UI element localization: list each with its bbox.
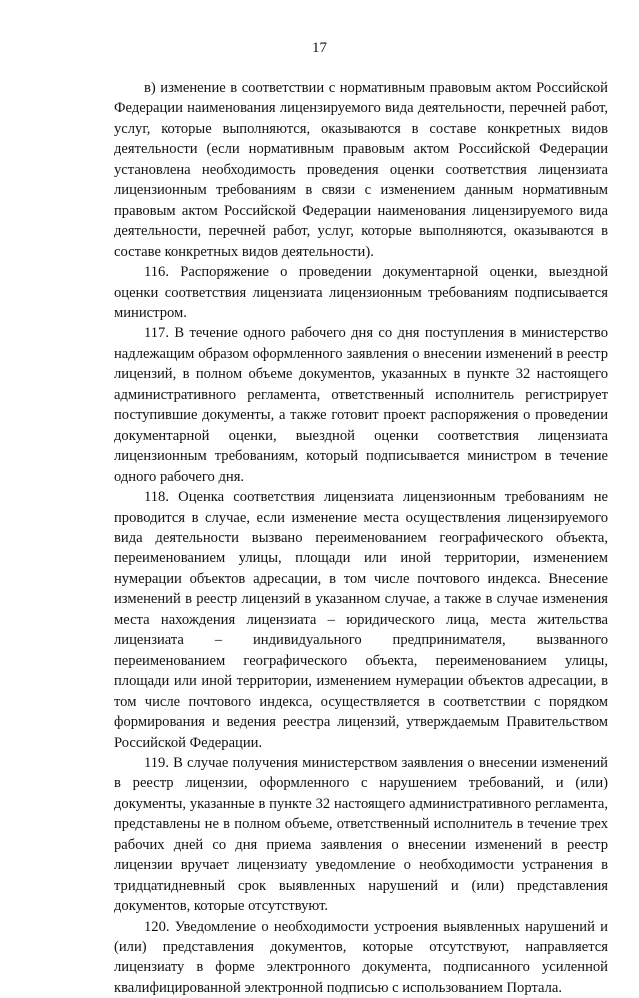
document-body [114, 78, 608, 998]
paragraph-117: 117. В течение одного рабочего дня со дня поступления в министерство надлежащим образом оформленного заявления о внесении изменений в реестр лицензий, в полном объеме документов, указанных в пункте 32 настоящего административного регламента, ответственный исполнитель регистрирует поступившие документы, а также готовит проект распоряжения о проведении документарной оценки, выездной оценки соответствия лицензиата лицензионным требованиям, который подписывается министром в течение одного рабочего дня. [114, 325, 608, 485]
paragraph-118: 118. Оценка соответствия лицензиата лицензионным требованиям не проводится в случае, если изменение места осуществления лицензируемого вида деятельности вызвано переименованием географического объекта, переименованием улицы, площади или иной территории, изменением нумерации объектов адресации, в том числе почтового индекса. Внесение изменений в реестр лицензий в указанном случае, а также в случае изменения места нахождения лицензиата – юридического лица, места жительства лицензиата – индивидуального предпринимателя, вызванного переименованием географического объекта, переименованием улицы, площади или иной территории, изменением нумерации объектов адресации, в том числе почтового индекса, осуществляется в соответствии с порядком формирования и ведения реестра лицензий, утверждаемым Правительством Российской Федерации. [114, 489, 608, 751]
paragraph-119: 119. В случае получения министерством заявления о внесении изменений в реестр лицензии, оформленного с нарушением требований, и (или) документы, указанные в пункте 32 настоящего административного регламента, представлены не в полном объеме, ответственный исполнитель в течение трех рабочих дней со дня приема заявления о внесении изменений в реестр лицензии вручает лицензиату уведомление о необходимости устранения в тридцатидневный срок выявленных нарушений и (или) представления документов, которые отсутствуют. [114, 754, 608, 915]
page-number: 17 [312, 40, 327, 56]
paragraph-v: в) изменение в соответствии с нормативным правовым актом Российской Федерации наименования лицензируемого вида деятельности, перечней работ, услуг, которые выполняются, оказываются в составе конкретных видов деятельности (если нормативным правовым актом Российской Федерации установлена необходимость проведения оценки соответствия лицензиата лицензионным требованиям в связи с изменением данным нормативным правовым актом Российской Федерации наименования лицензируемого вида деятельности, перечней работ, услуг, которые выполняются, оказываются в составе конкретных видов деятельности). [114, 80, 608, 260]
paragraph-120: 120. Уведомление о необходимости устроения выявленных нарушений и (или) представления документов, которые отсутствуют, направляется лицензиату в форме электронного документа, подписанного усиленной квалифицированной электронной подписью с использованием Портала. [114, 918, 608, 996]
paragraph-116: 116. Распоряжение о проведении документарной оценки, выездной оценки соответствия лицензиата лицензионным требованиям подписывается министром. [114, 264, 608, 321]
